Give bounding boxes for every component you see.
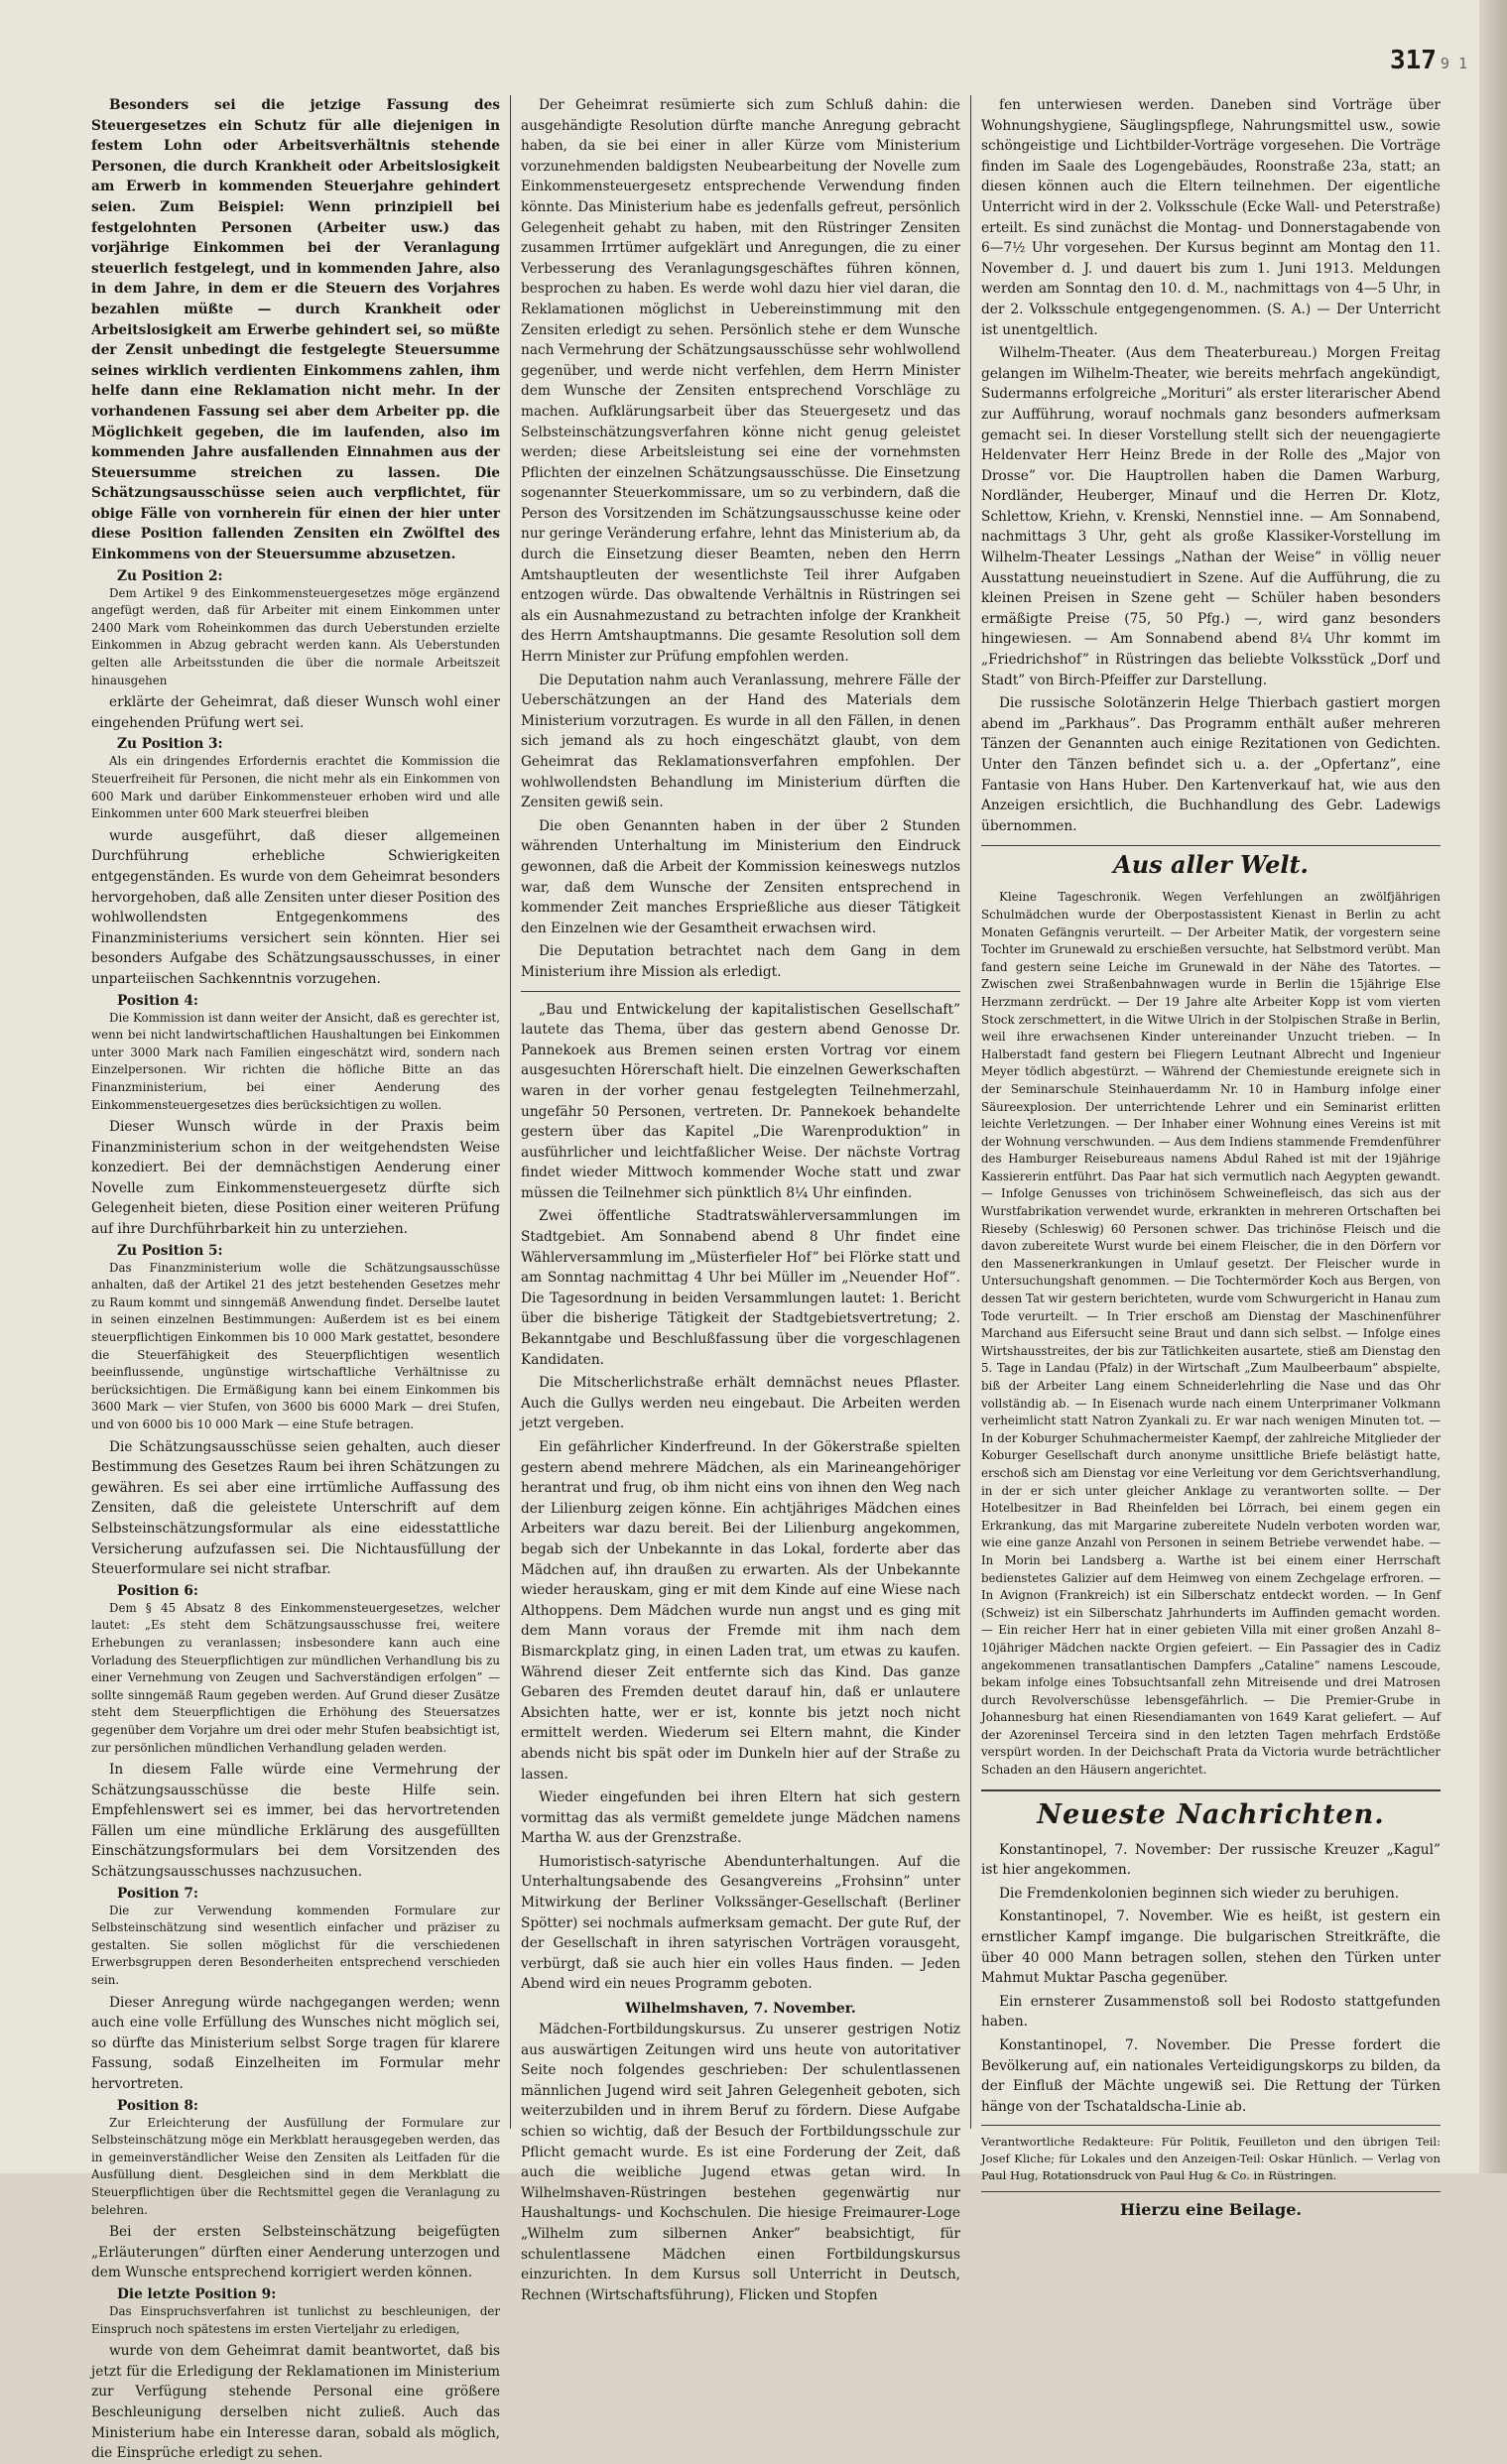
divider xyxy=(521,991,960,992)
imprint: Verantwortliche Redakteure: Für Politik, Feuilleton und den übrigen Teil: Josef Kliche; für Lokales und den Anzeigen-Teil: Oskar Hünlich. — Verlag von Paul Hug, Rotationsdruck von Paul Hug & Co. in Rüstringen. xyxy=(981,2135,1441,2182)
resolution-text: Dem § 45 Absatz 8 des Einkommensteuergesetzes, welcher lautet: „Es steht dem Schätzungsausschusse frei, weitere Erhebungen zu veranlassen; insbesondere kann auch eine Vorladung des Steuerpflichtigen zur mündlichen Verhandlung bis zu einer Vernehmung von Zeugen und Sachverständigen erfolgen” — sollte sinngemäß Raum gegeben werden. Auf Grund dieser Zusätze steht dem Steuerpflichtigen die Erhöhung des Steuersatzes gegenüber dem Vorjahre um drei oder mehr Stufen beabsichtigt ist, zur persönlichen mündlichen Verhandlung geladen werden. xyxy=(91,1600,500,1755)
divider xyxy=(981,2125,1441,2126)
resolution-text: Das Einspruchsverfahren ist tunlichst zu beschleunigen, der Einspruch noch spätestens im ersten Vierteljahr zu erledigen, xyxy=(91,2303,500,2336)
position-heading: Zu Position 2: xyxy=(117,567,223,584)
paragraph: Mädchen-Fortbildungskursus. Zu unserer gestrigen Notiz aus auswärtigen Zeitungen wird uns heute von autoritativer Seite noch folgendes geschrieben: Der schulentlassenen männlichen Jugend wird seit Jahren Gelegenheit geboten, sich weiterzubilden und in ihrem Beruf zu fördern. Diese Aufgabe schien so wichtig, daß der Besuch der Fortbildungsschule zur Pflicht gemacht wurde. Es ist eine Forderung der Zeit, daß auch die weibliche Jugend etwas getan wird. In Wilhelmshaven-Rüstringen bestehen gegenwärtig nur Haushaltungs- und Kochschulen. Die hiesige Freimaurer-Loge „Wilhelm zum silbernen Anker” beabsichtigt, für schulentlassene Mädchen einen Fortbildungskursus einzurichten. In dem Kursus soll Unterricht in Deutsch, Rechnen (Wirtschaftsführung), Flicken und Stopfen xyxy=(521,2022,960,2303)
paragraph: Zwei öffentliche Stadtratswählerversammlungen im Stadtgebiet. Am Sonnabend abend 8 Uhr findet eine Wählerversammlung im „Müsterfieler Hof” bei Flörke statt und am Sonntag nachmittag 4 Uhr bei Müller im „Neuender Hof”. Die Tagesordnung in beiden Versammlungen lautet: 1. Bericht über die bisherige Tätigkeit der Stadtgebietsvertretung; 2. Bekanntgabe und Beschlußfassung über die vorgeschlagenen Kandidaten. xyxy=(521,1208,960,1368)
page-number-tail: 9 1 xyxy=(1440,55,1467,72)
page-number-value: 317 xyxy=(1389,46,1437,75)
paragraph: Die Deputation betrachtet nach dem Gang in dem Ministerium ihre Mission als erledigt. xyxy=(521,943,960,980)
column-middle xyxy=(510,95,970,2303)
paragraph: Kleine Tageschronik. Wegen Verfehlungen an zwölfjährigen Schulmädchen wurde der Oberpostassistent Kienast in Berlin zu acht Monaten Gefängnis verurteilt. — Der Arbeiter Matik, der vorgestern seine Tochter im Grunewald zu erschießen versuchte, hat Selbstmord verübt. Man fand gestern seine Leiche im Grunewald in der Nähe des Tatortes. — Zwischen zwei Straßenbahnwagen wurde in Berlin die 15jährige Else Herzmann zerdrückt. — Der 19 Jahre alte Arbeiter Kopp ist vom vierten Stock zerschmettert, in die Witwe Ulrich in der Stolpischen Straße in Berlin, weil ihre erwachsenen Kinder untereinander Unzucht trieben. — In Halberstadt fand gestern bei Fliegern Leutnant Albrecht und Ingenieur Meyer tödlich abgestürzt. — Während der Chemiestunde ereignete sich in der Seminarschule Steinhauerdamm Nr. 10 in Hamburg infolge einer Säureexplosion. Der unterrichtende Lehrer und ein Seminarist erlitten leichte Verletzungen. — Der Inhaber einer Wohnung eines Vereins ist mit der Wohnung verschwunden. — Aus dem Indiens stammende Fremdenführer des Hamburger Reisebureaus namens Abdul Rahed ist mit der 19jährige Kassiererin entführt. Das Paar hat sich vermutlich nach Aegypten gewandt. — Infolge Genusses von trichinösem Schweinefleisch, das sich aus der Wurstfabrikation verwendet wurde, erkrankten in mehreren Ortschaften bei Rieseby (Schleswig) 60 Personen schwer. Das trichinöse Fleisch und die davon zubereitete Wurst wurde bei einem Fleischer, die in den Dörfern vor den Massenerkrankungen in Umlauf gesetzt. Der Fleischer wurde in Untersuchungshaft genommen. — Die Tochtermörder Koch aus Bergen, von dessen Tat wir gestern berichteten, wurde vom Schwurgericht in Hanau zum Tode verurteilt. — In Trier erschoß am Dienstag der Maschinenführer Marchand aus Eifersucht seine Braut und dann sich selbst. — Infolge eines Wirtshausstreites, der bis zur Tätlichkeiten ausartete, stieß am Dienstag den 5. Tage in Landau (Pfalz) in der Wirtschaft „Zum Maulbeerbaum” abspielte, biß der Arbeiter Lang einem Schneiderlehrling die Nase und das Ohr vollständig ab. — In Eisenach wurde nach einem Unterprimaner Volkmann verheimlicht statt Natron Zyankali zu. Er war nach wenigen Minuten tot. — In der Koburger Schuhmachermeister Kaempf, der zahlreiche Mitglieder der Koburger Gesellschaft durch anonyme unsittliche Briefe belästigt hatte, erschoß sich am Dienstag vor eine Verleitung vor dem Gerichtsverhandlung, in der er sich unter gleicher Anklage zu verantworten sollte. — Der Hotelbesitzer in Bad Rheinfelden bei Lörrach, bei einem gegen ein Erkrankung, das mit Margarine zubereitete Nudeln verboten worden war, wie eine ganze Anzahl von Personen in seinem Betriebe verwendet habe. — In Morin bei Landsberg a. Warthe ist bei einem einer Herrschaft bedienstetes Galizier auf dem Heimweg von einem Zechgelage erfroren. — In Avignon (Frankreich) ist ein Silberschatz entdeckt worden. — In Genf (Schweiz) ist ein Silberschatz Jahrhunderts im Auffinden gemacht worden. — Ein reicher Herr hat in einer gebieten Villa mit einer großen Anzahl 8–10jähriger Mädchen nackte Orgien gefeiert. — Ein Passagier des in Cadiz angekommenen transatlantischen Dampfers „Cataline” namens Lescoude, bekam infolge eines Tobsuchtsanfall zehn Mitreisende und drei Matrosen durch Revolverschüsse lebensgefährlich. — Die Premier-Grube in Johannesburg hat einen Riesendiamanten von 1649 Karat geliefert. — Auf der Azoreninsel Terceira sind in den letzten Tagen mehrfach Erdstöße verspürt worden. In der Deichschaft Prata da Victoria wurde beträchtlicher Schaden an den Häusern angerichtet. xyxy=(981,890,1441,1778)
paragraph: fen unterwiesen werden. Daneben sind Vorträge über Wohnungshygiene, Säuglingspflege, Nahrungsmittel usw., sowie schöngeistige und Lichtbilder-Vorträge vorgesehen. Die Vorträge finden im Saale des Logengebäudes, Roonstraße 23a, statt; an diesen können auch die Eltern teilnehmen. Der eigentliche Unterricht wird in der 2. Volksschule (Ecke Wall- und Peterstraße) erteilt. Es sind zunächst die Montag- und Donnerstagabende von 6—7½ Uhr vorgesehen. Der Kursus beginnt am Montag den 11. November d. J. und dauert bis zum 1. Juni 1913. Meldungen werden am Sonntag den 10. d. M., nachmittags von 4—5 Uhr, in der 2. Volksschule entgegengenommen. (S. A.) — Der Unterricht ist unentgeltlich. xyxy=(981,97,1441,338)
resolution-text: Dem Artikel 9 des Einkommensteuergesetzes möge ergänzend angefügt werden, daß für Arbeiter mit einem Einkommen unter 2400 Mark vom Roheinkommen das durch Ueberstunden erzielte Einkommen in Abzug gebracht werden kann. Als Ueberstunden gelten alle Arbeitsstunden die über die normale Arbeitszeit hinausgehen xyxy=(91,585,500,687)
news-section-title: Neueste Nachrichten. xyxy=(981,1789,1441,1834)
divider xyxy=(981,2191,1441,2192)
position-heading: Position 6: xyxy=(117,1582,198,1599)
paragraph: „Bau und Entwickelung der kapitalistischen Gesellschaft” lautete das Thema, über das gestern abend Genosse Dr. Pannekoek aus Bremen seinen ersten Vortrag vor einem ausgesuchten Hörerschaft hielt. Die einzelnen Gewerkschaften waren in der vorher genau festgelegten Teilnehmerzahl, ungefähr 50 Personen, vertreten. Dr. Pannekoek behandelte gestern über das Kapitel „Die Warenproduktion” in ausführlicher und leichtfaßlicher Weise. Der nächste Vortrag findet wieder Mittwoch kommender Woche statt und zwar müssen die Teilnehmer sich pünktlich 8¼ Uhr einfinden. xyxy=(521,1001,960,1201)
position-heading: Zu Position 3: xyxy=(117,736,223,753)
paragraph: wurde von dem Geheimrat damit beantwortet, daß bis jetzt für die Erledigung der Reklamationen im Ministerium zur Verfügung stehende Personal eine größere Beschleunigung derselben nicht zuließ. Auch das Ministerium habe ein Interesse daran, sobald als möglich, die Einsprüche erledigt zu sehen. xyxy=(91,2343,500,2462)
paragraph: Die russische Solotänzerin Helge Thierbach gastiert morgen abend im „Parkhaus”. Das Programm enthält außer mehreren Tänzen der Genannten auch einige Rezitationen von Gedichten. Unter den Tänzen befindet sich u. a. der „Opfertanz”, eine Fantasie von Hans Huber. Den Kartenverkauf hat, wie aus den Anzeigen ersichtlich, die Buchhandlung des Gebr. Ladewigs übernommen. xyxy=(981,695,1441,834)
resolution-text: Das Finanzministerium wolle die Schätzungsausschüsse anhalten, daß der Artikel 21 des jetzt bestehenden Gesetzes mehr zu Raum kommt und sinngemäß Anwendung findet. Derselbe lautet in seinen einzelnen Bestimmungen: Außerdem ist es bei einem steuerpflichtigen Einkommen bis 10 000 Mark gestattet, besondere die Steuerfähigkeit des Steuerpflichtigen wesentlich beeinflussende, ungünstige wirtschaftliche Verhältnisse zu berücksichtigen. Die Ermäßigung kann bei einem Einkommen bis 3600 Mark — vier Stufen, von 3600 bis 6000 Mark — drei Stufen, und von 6000 bis 10 000 Mark — eine Stufe betragen. xyxy=(91,1260,500,1431)
page-binding-edge xyxy=(1479,0,1507,2173)
paragraph: Humoristisch-satyrische Abendunterhaltungen. Auf die Unterhaltungsabende des Gesangvereins „Frohsinn” unter Mitwirkung der Berliner Volkssänger-Gesellschaft (Berliner Spötter) sei nochmals aufmerksam gemacht. Der gute Ruf, der der Gesellschaft in ihren satyrischen Vorträgen vorausgeht, verbürgt, daß sie auch hier ein volles Haus finden. — Jeden Abend wird ein neues Programm geboten. xyxy=(521,1853,960,1993)
section-title: Aus aller Welt. xyxy=(981,845,1441,883)
resolution-text: Als ein dringendes Erfordernis erachtet die Kommission die Steuerfreiheit für Personen, die nicht mehr als ein Einkommen von 600 Mark und darüber Einkommensteuer erhoben wird und alle Einkommen unter 600 Mark steuerfrei bleiben xyxy=(91,754,500,821)
resolution-text: Zur Erleichterung der Ausfüllung der Formulare zur Selbsteinschätzung möge ein Merkblatt herausgegeben werden, das in gemeinverständlicher Weise den Zensiten als Leitfaden für die Ausfüllung dient. Desgleichen sind in dem Merkblatt die Steuerpflichtigen über die Rechtsmittel gegen die Veranlagung zu belehren. xyxy=(91,2115,500,2217)
position-heading: Position 8: xyxy=(117,2097,198,2114)
news-item: Konstantinopel, 7. November: Der russische Kreuzer „Kagul” ist hier angekommen. xyxy=(981,1841,1441,1879)
position-heading: Zu Position 5: xyxy=(117,1242,223,1259)
position-heading: Position 4: xyxy=(117,992,198,1009)
dateline: Wilhelmshaven, 7. November. xyxy=(625,2001,856,2018)
paragraph: In diesem Falle würde eine Vermehrung der Schätzungsausschüsse die beste Hilfe sein. Empfehlenswert sei es immer, bei das hervortretenden Fällen um eine mündliche Erklärung des ausgefüllten Einschätzungsformulars bei dem Vorsitzenden des Schätzungsausschusses nachzusuchen. xyxy=(91,1762,500,1881)
paragraph: Die oben Genannten haben in der über 2 Stunden währenden Unterhaltung im Ministerium den Eindruck gewonnen, daß die Arbeit der Kommission keineswegs nutzlos war, daß dem Wunsche der Zensiten entsprechend in kommender Zeit manches Ersprießliche aus dieser Tätigkeit den Einzelnen wie der Gesamtheit erwachsen wird. xyxy=(521,817,960,936)
paragraph: Die Schätzungsausschüsse seien gehalten, auch dieser Bestimmung des Gesetzes Raum bei ihren Schätzungen zu gewähren. Es sei aber eine irrtümliche Auffassung des Zensiten, daß die geleistete Unterschrift auf dem Selbsteinschätzungsformular als eine eidesstattliche Versicherung aufzufassen sei. Die Nichtausfüllung der Steuerformulare sei nicht strafbar. xyxy=(91,1438,500,1578)
paragraph: Wieder eingefunden bei ihren Eltern hat sich gestern vormittag das als vermißt gemeldete junge Mädchen namens Martha W. aus der Grenzstraße. xyxy=(521,1789,960,1847)
column-right xyxy=(970,95,1450,2220)
paragraph: Die Deputation nahm auch Veranlassung, mehrere Fälle der Ueberschätzungen an der Hand des Materials dem Ministerium vorzutragen. Es wurde in all den Fällen, in denen sich jemand als zu hoch eingeschätzt glaubt, von dem Geheimrat das Reklamationsverfahren empfohlen. Der wohlwollendsten Behandlung im Ministerium dürften die Zensiten gewiß sein. xyxy=(521,672,960,811)
news-item: Ein ernsterer Zusammenstoß soll bei Rodosto stattgefunden haben. xyxy=(981,1993,1441,2031)
news-item: Die Fremdenkolonien beginnen sich wieder zu beruhigen. xyxy=(999,1885,1400,1902)
paragraph: Besonders sei die jetzige Fassung des Steuergesetzes ein Schutz für alle diejenigen in festem Lohn oder Arbeitsverhältnis stehende Personen, die durch Krankheit oder Arbeitslosigkeit am Erwerb in kommenden Steuerjahre gehindert seien. Zum Beispiel: Wenn prinzipiell bei festgelohnten Personen (Arbeiter usw.) das vorjährige Einkommen bei der Veranlagung steuerlich festgelegt, und in kommenden Jahre, also in dem Jahre, in dem er die Steuern des Vorjahres bezahlen müßte — durch Krankheit oder Arbeitslosigkeit am Erwerbe gehindert sei, so müßte der Zensit unbedingt die festgelegte Steuersumme seines wirklich verdienten Einkommens zahlen, ihm helfe dann eine Reklamation nicht mehr. In der vorhandenen Fassung sei aber dem Arbeiter pp. die Möglichkeit gegeben, die im laufenden, also im kommenden Jahre ausfallenden Einnahmen aus der Steuersumme streichen zu lassen. Die Schätzungsausschüsse seien auch verpflichtet, für obige Fälle von vornherein für einen der hier unter diese Position fallenden Zensiten ein Zwölftel des Einkommens von der Steuersumme abzusetzen. xyxy=(91,97,500,563)
paragraph: Wilhelm-Theater. (Aus dem Theaterbureau.) Morgen Freitag gelangen im Wilhelm-Theater, wie bereits mehrfach angekündigt, Sudermanns erfolgreiche „Morituri” als erster literarischer Abend zur Aufführung, worauf nochmals ganz besonders aufmerksam gemacht sei. In dieser Vorstellung stellt sich der neuengagierte Heldenvater Herr Heinz Brede in der Rolle des „Major von Drosse” vor. Die Hauptrollen haben die Damen Warburg, Nordländer, Heuberger, Minauf und die Herren Dr. Klotz, Schlettow, Kriehn, v. Krenski, Nennstiel inne. — Am Sonnabend, nachmittags 3 Uhr, geht als große Klassiker-Vorstellung im Wilhelm-Theater Lessings „Nathan der Weise” in völlig neuer Ausstattung neueinstudiert in Szene. Auf die Aufführung, die zu kleinen Preisen in Szene geht — Schüler haben besonders ermäßigte Preise (75, 50 Pfg.) —, wird ganz besonders hingewiesen. — Am Sonnabend abend 8¼ Uhr kommt im „Friedrichshof” in Rüstringen das beliebte Volksstück „Dorf und Stadt” von Birch-Pfeiffer zur Darstellung. xyxy=(981,345,1441,688)
position-heading: Die letzte Position 9: xyxy=(117,2285,277,2302)
text-columns xyxy=(81,95,1450,2462)
resolution-text: Die Kommission ist dann weiter der Ansicht, daß es gerechter ist, wenn bei nicht landwirtschaftlichen Haushaltungen bei Einkommen unter 3000 Mark nach Familien eingeschätzt wird, sondern nach Einzelpersonen. Wir richten die höfliche Bitte an das Finanzministerium, bei einer Aenderung des Einkommensteuergesetzes dies berücksichtigen zu wollen. xyxy=(91,1010,500,1112)
position-heading: Position 7: xyxy=(117,1885,198,1902)
paragraph: Dieser Anregung würde nachgegangen werden; wenn auch eine volle Erfüllung des Wunsches nicht möglich sei, so dürfte das Ministerium selbst Sorge tragen für klarere Fassung, sodaß Einzelheiten im Formular mehr hervortreten. xyxy=(91,1994,500,2092)
paragraph: Die Mitscherlichstraße erhält demnächst neues Pflaster. Auch die Gullys werden neu eingebaut. Die Arbeiten werden jetzt vergeben. xyxy=(521,1375,960,1432)
paragraph: Dieser Wunsch würde in der Praxis beim Finanzministerium schon in der weitgehendsten Weise konzediert. Bei der demnächstigen Aenderung einer Novelle zum Einkommensteuergesetz dürfte sich Gelegenheit bieten, diese Position einer weiteren Prüfung auf ihre Durchführbarkeit hin zu unterziehen. xyxy=(91,1119,500,1238)
resolution-text: Die zur Verwendung kommenden Formulare zur Selbsteinschätzung sind wesentlich einfacher und präziser zu gestalten. Sie sollen möglichst für die verschiedenen Erwerbsgruppen deren Besonderheiten entsprechend verschieden sein. xyxy=(91,1903,500,1988)
paragraph: wurde ausgeführt, daß dieser allgemeinen Durchführung erhebliche Schwierigkeiten entgegenständen. Es wurde von dem Geheimrat besonders hervorgehoben, daß alle Zensiten unter dieser Position des wohlwollendsten Entgegenkommens des Finanzministeriums versichert sein könnten. Hier sei besonders Aufgabe des Schätzungsausschusses, in einer unparteiischen Sachkenntnis vorzugehen. xyxy=(91,827,500,987)
column-left xyxy=(81,95,510,2462)
supplement-note: Hierzu eine Beilage. xyxy=(1120,2200,1302,2220)
paragraph: erklärte der Geheimrat, daß dieser Wunsch wohl einer eingehenden Prüfung wert sei. xyxy=(91,694,500,731)
news-item: Konstantinopel, 7. November. Die Presse fordert die Bevölkerung auf, ein nationales Verteidigungskorps zu bilden, da der Einfluß der Mächte ungewiß sei. Die Rettung der Türken hänge von der Tschataldscha-Linie ab. xyxy=(981,2037,1441,2115)
page-number xyxy=(1390,46,1467,75)
paragraph: Bei der ersten Selbsteinschätzung beigefügten „Erläuterungen” dürften einer Aenderung unterzogen und dem Wunsche entsprechend korrigiert werden können. xyxy=(91,2224,500,2281)
paragraph: Der Geheimrat resümierte sich zum Schluß dahin: die ausgehändigte Resolution dürfte manche Anregung gebracht haben, da sie bei einer in aller Kürze vom Ministerium vorzunehmenden baldigsten Neubearbeitung der Novelle zum Einkommensteuergesetz entsprechende Verwendung finden könnte. Das Ministerium habe es jedenfalls gefreut, persönlich Gelegenheit gehabt zu haben, mit den Rüstringer Zensiten zusammen Irrtümer aufgeklärt und Anregungen, die zu einer Verbesserung des Veranlagungsgeschäftes führen können, besprochen zu haben. Es werde wohl dazu hier viel daran, die Reklamationen möglichst in Uebereinstimmung mit den Zensiten erledigt zu sehen. Persönlich stehe er dem Wunsche nach Vermehrung der Schätzungsausschüsse sehr wohlwollend gegenüber, und werde nicht verfehlen, dem Herrn Minister dem Wunsche der Zensiten entsprechend Vorschläge zu machen. Aufklärungsarbeit über das Steuergesetz und das Selbsteinschätzungsverfahren könne nicht genug geleistet werden; diese Arbeitsleistung sei eine der vornehmsten Pflichten der einzelnen Schätzungsausschüsse. Die Einsetzung sogenannter Steuerkommissare, um so zu verbindern, daß die Person des Vorsitzenden im Schätzungsausschusse keine oder nur geringe Veränderung erfahre, lehnt das Ministerium ab, da durch die Einsetzung dieser Beamten, neben den Herrn Amtshauptleuten der wesentlichste Teil ihrer Aufgaben entzogen würde. Das obwaltende Verhältnis in Rüstringen sei als ein Ausnahmezustand zu betrachten infolge der Krankheit des Herrn Amtshauptmanns. Die gesamte Resolution soll dem Herrn Minister zur Prüfung empfohlen werden. xyxy=(521,97,960,666)
news-item: Konstantinopel, 7. November. Wie es heißt, ist gestern ein ernstlicher Kampf imgange. Die bulgarischen Streitkräfte, die über 40 000 Mann betragen sollen, stehen den Türken unter Mahmut Muktar Pascha gegenüber. xyxy=(981,1909,1441,1987)
paragraph: Ein gefährlicher Kinderfreund. In der Gökerstraße spielten gestern abend mehrere Mädchen, als ein Marineangehöriger herantrat und frug, ob ihm nicht eins von ihnen den Weg nach der Lilienburg zeigen könne. Ein achtjähriges Mädchen eines Arbeiters war dazu bereit. Bei der Lilienburg angekommen, begab sich der Unbekannte in das Lokal, forderte aber das Mädchen auf, ihn draußen zu erwarten. Als der Unbekannte wieder herauskam, ging er mit dem Kinde auf eine Wiese nach Althoppens. Dem Mädchen wurde nun angst und es ging mit dem Mann voraus der Fremde mit ihm nach dem Bismarckplatz ging, in einen Laden trat, um etwas zu kaufen. Während dieser Zeit entfernte sich das Kind. Das ganze Gebaren des Fremden deutet darauf hin, daß er unlautere Absichten hatte, wer er ist, konnte bis jetzt noch nicht ermittelt werden. Wiederum sei Eltern mahnt, die Kinder abends nicht bis spät oder im Dunkeln hier auf der Straße zu lassen. xyxy=(521,1439,960,1783)
